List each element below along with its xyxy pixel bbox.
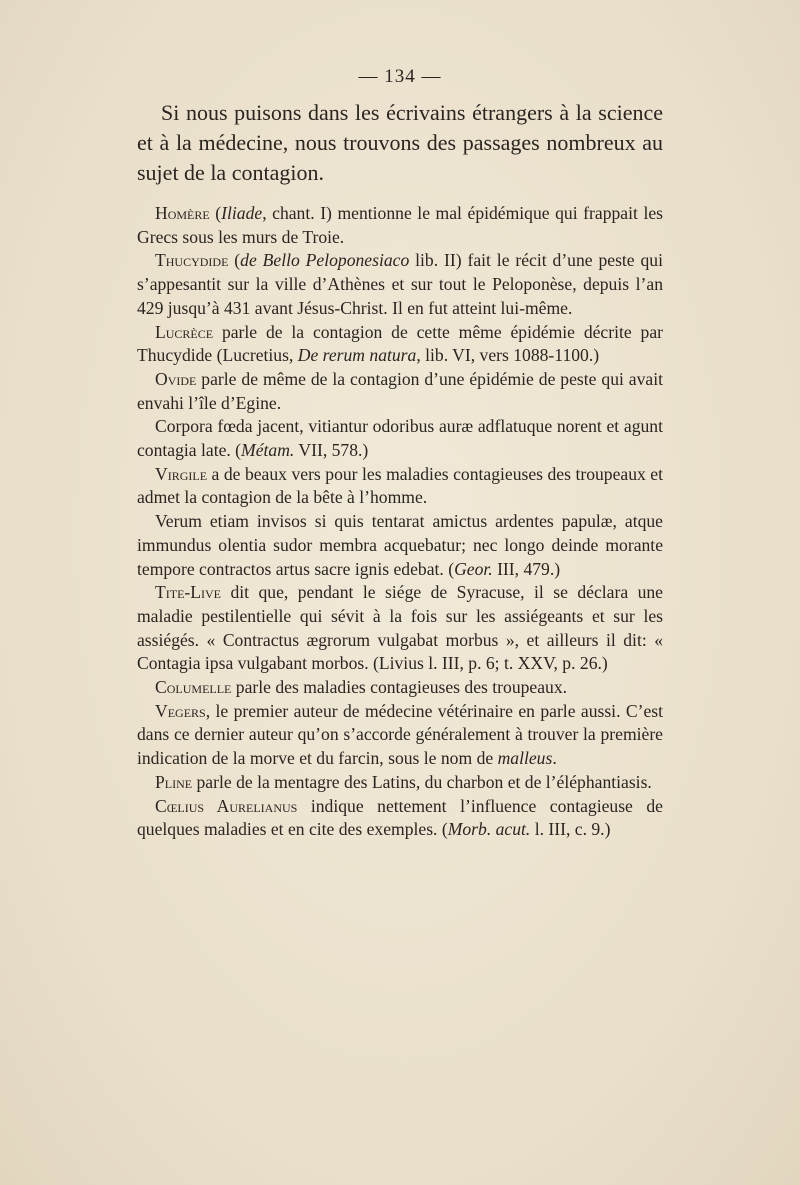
- text-run: III, 479.): [492, 558, 561, 579]
- italic-citation: De rerum natura: [297, 345, 417, 366]
- text-run: parle de la mentagre des Latins, du charbon et de l’éléphantiasis.: [192, 771, 652, 792]
- text-run: , le premier auteur de médecine vétérinaire en parle aussi. C’est dans ce dernier auteur qu’on s’accorde généralement à trouver la première indication de la morve et du farcin, sous le nom de: [137, 700, 663, 769]
- paragraph: [137, 771, 663, 795]
- text-run: indique nettement l’influence contagieuse de quelques maladies et en cite des exemples. (: [137, 795, 663, 840]
- text-run: , lib. VI, vers 1088-1100.): [416, 345, 600, 366]
- intro-paragraph: Si nous puisons dans les écrivains étrangers à la science et à la médecine, nous trouvons des passages nombreux au sujet de la contagion.: [137, 100, 663, 185]
- paragraph-list: [137, 202, 663, 842]
- text-run: (: [228, 250, 241, 271]
- paragraph: [137, 368, 663, 415]
- italic-citation: malleus: [497, 748, 553, 769]
- text-run: parle de la contagion de cette même épidémie décrite par Thucydide (Lucretius,: [137, 321, 663, 366]
- text-body: [137, 98, 663, 842]
- author-name: Cœlius Aurelianus: [155, 795, 298, 816]
- text-run: .: [552, 748, 557, 769]
- author-name: Vegers: [155, 700, 206, 721]
- paragraph: [137, 795, 663, 842]
- paragraph: [137, 249, 663, 320]
- italic-citation: Iliade: [221, 203, 263, 223]
- text-run: Corpora fœda jacent, vitiantur odoribus auræ adflatuque norent et agunt contagia late. (: [137, 416, 663, 461]
- author-name: Ovide: [155, 368, 197, 389]
- paragraph: [137, 463, 663, 510]
- text-run: Verum etiam invisos si quis tentarat amictus ardentes papulæ, atque immundus olentia sudor membra acquebatur; nec longo deinde morante tempore contractos artus sacre ignis edebat. (: [137, 511, 663, 579]
- text-run: l. III, c. 9.): [530, 819, 611, 840]
- paragraph: [137, 676, 663, 700]
- text-run: lib. II) fait le récit d’une peste qui s’appesantit sur la ville d’Athènes et sur tout le Peloponèse, depuis l’an 429 jusqu’à 431 avant Jésus-Christ. Il en fut atteint lui-même.: [137, 250, 663, 318]
- italic-citation: Geor.: [454, 558, 493, 579]
- text-run: parle de même de la contagion d’une épidémie de peste qui avait envahi l’île d’Egine.: [137, 368, 663, 413]
- text-run: VII, 578.): [294, 440, 369, 461]
- author-name: Pline: [155, 771, 193, 792]
- paragraph: [137, 510, 663, 581]
- italic-citation: Métam.: [241, 440, 295, 461]
- author-name: Lucrèce: [155, 321, 214, 342]
- paragraph: [137, 581, 663, 676]
- paragraph: [137, 415, 663, 462]
- author-name: Virgile: [155, 463, 208, 484]
- text-run: , chant. I) mentionne le mal épidémique qui frappait les Grecs sous les murs de Troie.: [137, 203, 663, 247]
- author-name: Thucydide: [155, 250, 229, 271]
- italic-citation: de Bello Peloponesiaco: [240, 250, 410, 271]
- paragraph: [137, 202, 663, 249]
- text-run: (: [209, 203, 222, 223]
- text-run: dit que, pendant le siége de Syracuse, il se déclara une maladie pestilentielle qui sévit à la fois sur les assiégeants et sur les assiégés. « Contractus ægrorum vulgabat morbus », et ailleurs il dit: « Contagia ipsa vulgabant morbos. (Livius l. III, p. 6; t. XXV, p. 26.): [137, 582, 663, 674]
- text-run: a de beaux vers pour les maladies contagieuses des troupeaux et admet la contagion de la bête à l’homme.: [137, 463, 663, 508]
- author-name: Columelle: [155, 677, 232, 698]
- paragraph: [137, 321, 663, 368]
- author-name: Tite-Live: [155, 582, 222, 603]
- text-run: parle des maladies contagieuses des troupeaux.: [231, 677, 568, 698]
- page-number: — 134 —: [358, 66, 442, 87]
- italic-citation: Morb. acut.: [447, 819, 531, 840]
- paragraph: [137, 700, 663, 771]
- author-name: Homère: [155, 203, 210, 223]
